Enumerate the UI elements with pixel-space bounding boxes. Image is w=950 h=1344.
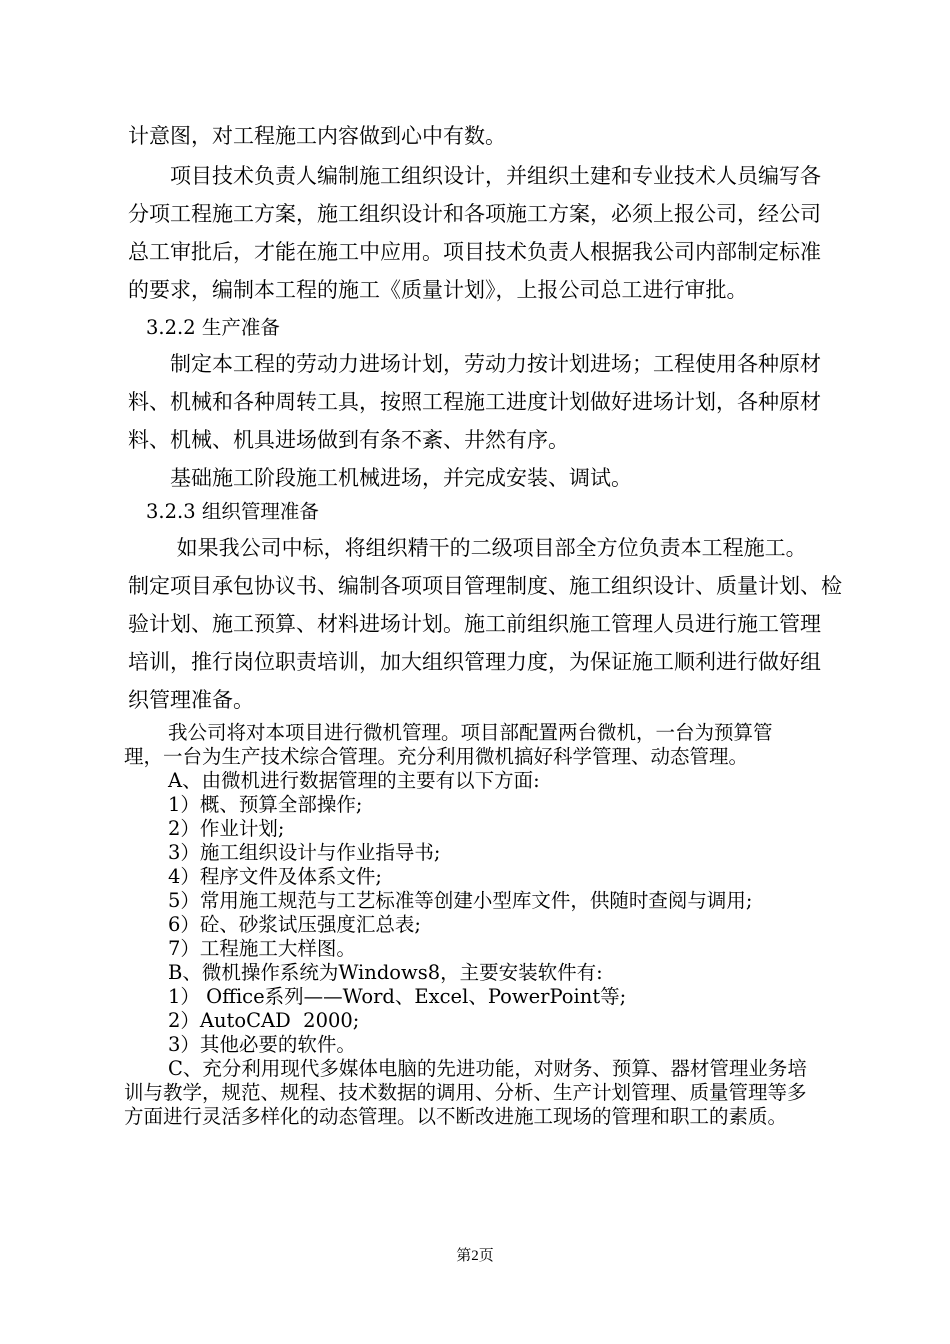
list-item: 6）砼、砂浆试压强度汇总表; (168, 913, 421, 936)
page-number: 第2页 (456, 1248, 494, 1264)
paragraph-line: 分项工程施工方案，施工组织设计和各项施工方案，必须上报公司，经公司 (128, 202, 821, 226)
paragraph-line: 如果我公司中标，将组织精干的二级项目部全方位负责本工程施工。 (170, 536, 807, 560)
section-heading: 3.2.3 组织管理准备 (146, 500, 319, 523)
list-item: 2）作业计划; (168, 817, 285, 840)
list-item: 3）施工组织设计与作业指导书; (168, 841, 441, 864)
paragraph-line: 我公司将对本项目进行微机管理。项目部配置两台微机，一台为预算管 (168, 721, 773, 744)
list-item: 1） Office系列——Word、Excel、PowerPoint等; (168, 985, 627, 1008)
paragraph-line: C、充分利用现代多媒体电脑的先进功能，对财务、预算、器材管理业务培 (168, 1057, 807, 1080)
paragraph-line: 培训，推行岗位职责培训，加大组织管理力度，为保证施工顺利进行做好组 (128, 650, 821, 674)
paragraph-line: 项目技术负责人编制施工组织设计，并组织土建和专业技术人员编写各 (170, 164, 821, 188)
paragraph-line: 基础施工阶段施工机械进场，并完成安装、调试。 (170, 466, 632, 490)
paragraph-line: 训与教学，规范、规程、技术数据的调用、分析、生产计划管理、质量管理等多 (124, 1081, 807, 1104)
paragraph-line: 计意图，对工程施工内容做到心中有数。 (128, 124, 506, 148)
paragraph-line: 方面进行灵活多样化的动态管理。以不断改进施工现场的管理和职工的素质。 (124, 1105, 788, 1128)
list-item: 3）其他必要的软件。 (168, 1033, 356, 1056)
paragraph-line: 验计划、施工预算、材料进场计划。施工前组织施工管理人员进行施工管理 (128, 612, 821, 636)
paragraph-line: 料、机械、机具进场做到有条不紊、井然有序。 (128, 428, 569, 452)
list-item: 2）AutoCAD 2000; (168, 1009, 360, 1032)
paragraph-line: 制定项目承包协议书、编制各项项目管理制度、施工组织设计、质量计划、检 (128, 574, 842, 598)
paragraph-line: 织管理准备。 (128, 688, 254, 712)
paragraph-line: 总工审批后，才能在施工中应用。项目技术负责人根据我公司内部制定标准 (128, 240, 821, 264)
paragraph-line: 料、机械和各种周转工具，按照工程施工进度计划做好进场计划，各种原材 (128, 390, 821, 414)
paragraph-line: 制定本工程的劳动力进场计划，劳动力按计划进场；工程使用各种原材 (170, 352, 821, 376)
list-heading: A、由微机进行数据管理的主要有以下方面: (168, 769, 540, 792)
list-item: 5）常用施工规范与工艺标准等创建小型库文件，供随时查阅与调用; (168, 889, 753, 912)
paragraph-line: 的要求，编制本工程的施工《质量计划》，上报公司总工进行审批。 (128, 278, 748, 302)
paragraph-line: 理，一台为生产技术综合管理。充分利用微机搞好科学管理、动态管理。 (124, 745, 749, 768)
list-item: 1）概、预算全部操作; (168, 793, 363, 816)
list-heading: B、微机操作系统为Windows8，主要安装软件有: (168, 961, 603, 984)
section-heading: 3.2.2 生产准备 (146, 316, 280, 339)
list-item: 4）程序文件及体系文件; (168, 865, 382, 888)
list-item: 7）工程施工大样图。 (168, 937, 356, 960)
